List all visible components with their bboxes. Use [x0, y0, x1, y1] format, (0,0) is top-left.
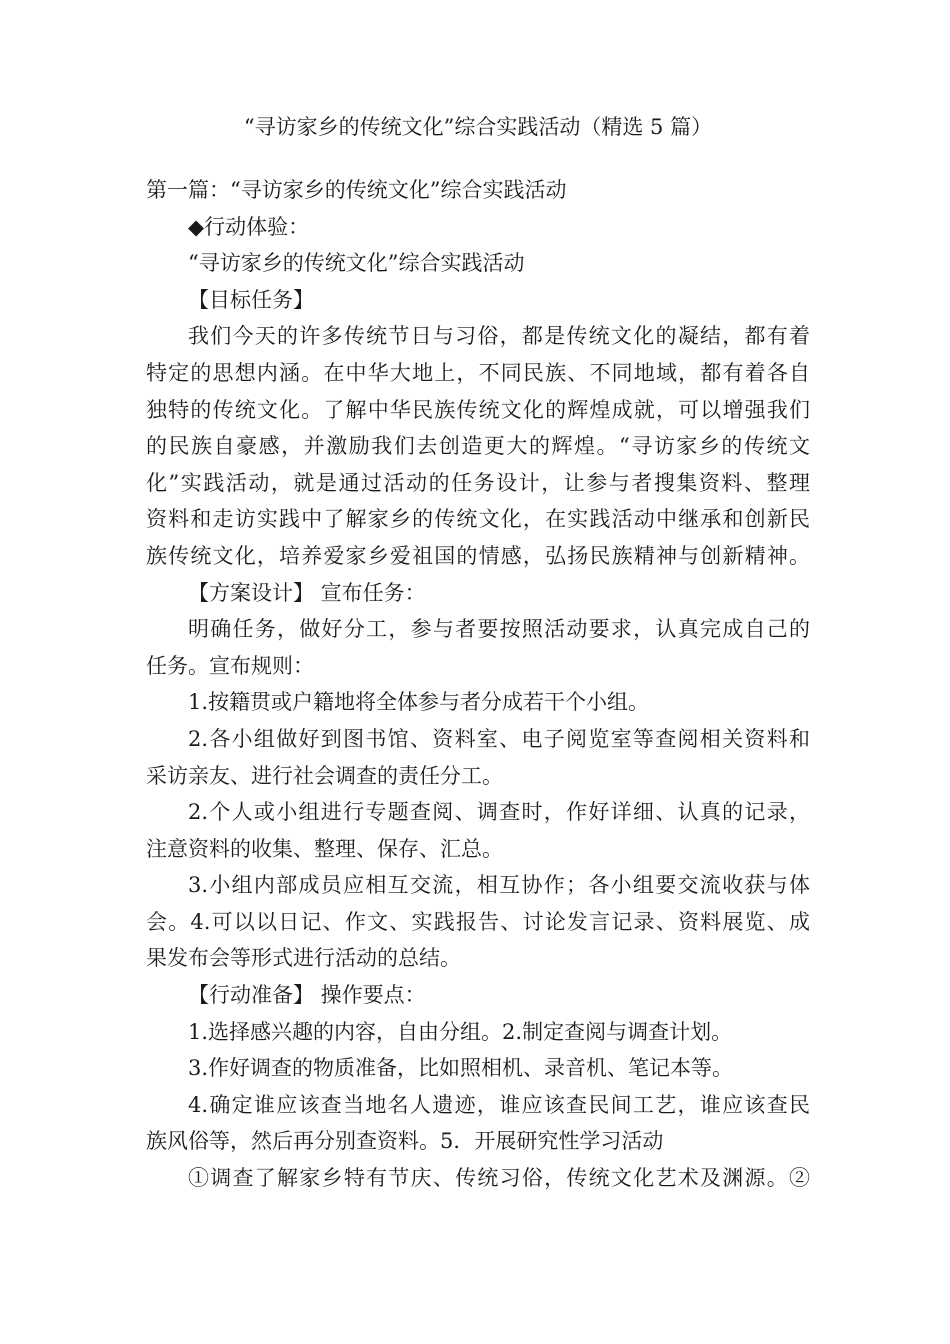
text-line: 独特的传统文化。了解中华民族传统文化的辉煌成就，可以增强我们 [146, 397, 810, 422]
text-line: 2.各小组做好到图书馆、资料室、电子阅览室等查阅相关资料和 [188, 726, 810, 751]
text-line: 1.按籍贯或户籍地将全体参与者分成若干个小组。 [188, 690, 650, 715]
document-body [146, 172, 810, 1197]
text-line: 任务。宣布规则： [146, 653, 314, 678]
text-line: 4.确定谁应该查当地名人遗迹，谁应该查民间工艺，谁应该查民 [188, 1092, 810, 1117]
text-line: ①调查了解家乡特有节庆、传统习俗，传统文化艺术及渊源。② [188, 1166, 810, 1191]
text-line: 3.小组内部成员应相互交流，相互协作；各小组要交流收获与体 [188, 873, 810, 898]
text-line: 采访亲友、进行社会调查的责任分工。 [146, 763, 503, 788]
text-line: 化”实践活动，就是通过活动的任务设计，让参与者搜集资料、整理 [146, 470, 810, 495]
document-title: “寻访家乡的传统文化”综合实践活动（精选 5 篇） [243, 115, 713, 139]
text-line: 果发布会等形式进行活动的总结。 [146, 946, 461, 971]
text-line: 明确任务，做好分工，参与者要按照活动要求，认真完成自己的 [188, 617, 810, 642]
text-line: 族风俗等，然后再分别查资料。5．开展研究性学习活动 [146, 1129, 664, 1154]
text-line: 注意资料的收集、整理、保存、汇总。 [146, 836, 503, 861]
text-line: 的民族自豪感，并激励我们去创造更大的辉煌。“寻访家乡的传统文 [146, 434, 810, 459]
text-line: “寻访家乡的传统文化”综合实践活动 [188, 251, 525, 276]
text-line: 第一篇：“寻访家乡的传统文化”综合实践活动 [146, 178, 567, 202]
text-line: ◆行动体验： [188, 214, 310, 239]
text-line: 我们今天的许多传统节日与习俗，都是传统文化的凝结，都有着 [188, 324, 810, 349]
text-line: 【方案设计】 宣布任务： [188, 580, 426, 605]
text-line: 2.个人或小组进行专题查阅、调查时，作好详细、认真的记录， [188, 800, 810, 825]
text-line: 3.作好调查的物质准备，比如照相机、录音机、笔记本等。 [188, 1056, 734, 1081]
text-line: 特定的思想内涵。在中华大地上，不同民族、不同地域，都有着各自 [146, 360, 810, 385]
text-line: 族传统文化，培养爱家乡爱祖国的情感，弘扬民族精神与创新精神。 [146, 543, 810, 568]
text-line: 资料和走访实践中了解家乡的传统文化，在实践活动中继承和创新民 [146, 507, 810, 532]
text-line: 【目标任务】 [188, 287, 314, 312]
text-line: 1.选择感兴趣的内容，自由分组。2.制定查阅与调查计划。 [188, 1019, 733, 1044]
text-line: 会。4.可以以日记、作文、实践报告、讨论发言记录、资料展览、成 [146, 909, 810, 934]
text-line: 【行动准备】 操作要点： [188, 983, 426, 1008]
